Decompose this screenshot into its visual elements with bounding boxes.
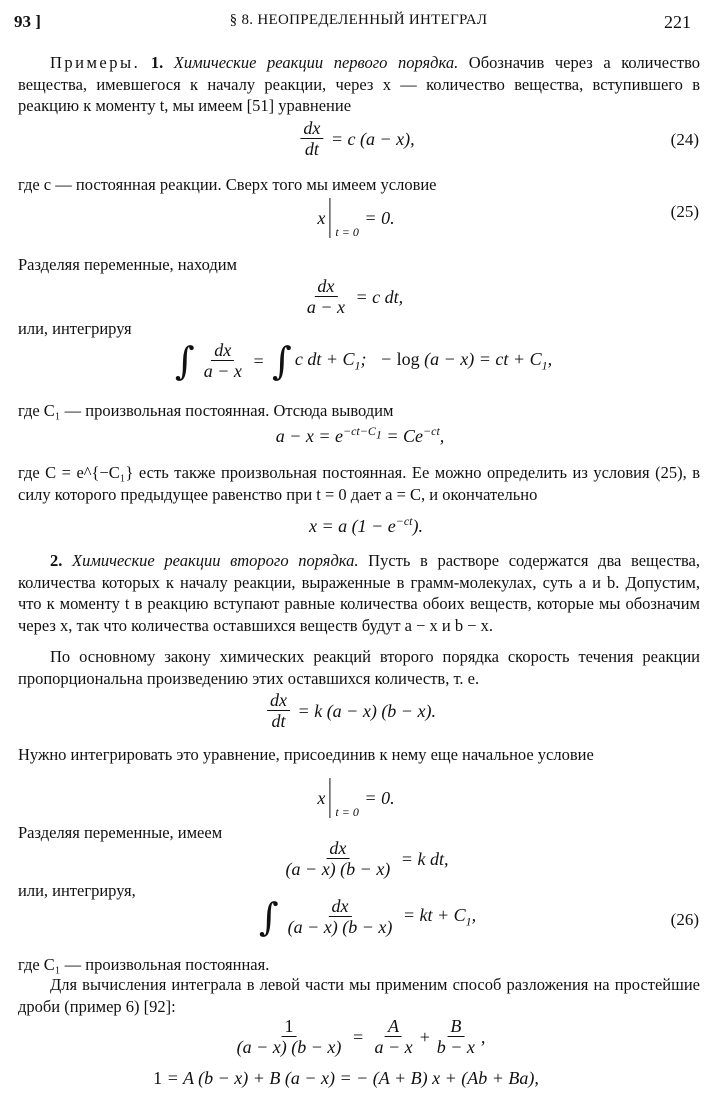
equation-25: x t = 0 = 0. (25)	[0, 198, 717, 246]
ex2-text: Пусть в растворе содержатся два вещества, количества которых к началу реакции, выраженные в грамм-молекулах, суть a и b. Допустим, что к моменту t в реакцию вступают равные количества обоих веществ, которые мы обозначим через x, так что количества оставшихся веществ будут a − x и b − x.	[18, 551, 701, 635]
ex1-number: 1.	[150, 53, 164, 72]
ex2-separating: Разделяя переменные, имеем	[18, 823, 223, 842]
section-number: 93 ]	[14, 12, 41, 31]
ex2-arbitrary: где C₁ — произвольная постоянная.	[18, 955, 270, 974]
ex2-paragraph	[18, 550, 700, 636]
ex1-arbitrary: где C₁ — произвольная постоянная. Отсюда выводим	[18, 401, 394, 420]
ex1-text: Обозначив через a количество вещества, имевшегося к началу реакции, через x — количество вещества, вступившего в реакцию к моменту t, мы имеем [51] уравнение	[18, 53, 701, 115]
ex1-paragraph	[18, 52, 700, 117]
ex1-after24: где c — постоянная реакции. Сверх того мы имеем условие	[18, 175, 437, 194]
eq-number-26: (26)	[670, 910, 699, 929]
ex2-integrating: или, интегрируя,	[18, 881, 136, 900]
ex1-conclusion: где C = e^{−C₁} есть также произвольная постоянная. Ее можно определить из условия (25), в силу которого предыдущее равенство при t = 0 дает a = C, и окончательно	[18, 463, 700, 504]
equation-second-order: $\frac{dx}{dt}$ = k (a − x) (b − x).	[0, 690, 717, 738]
equation-26: ∫ $\frac{dx}{(a - x) (b - x)}$ = kt + $C_1$, (26)	[258, 895, 699, 939]
equation-initial-2: x t = 0 = 0.	[0, 778, 717, 826]
ex1-integrating: или, интегрируя	[18, 319, 132, 338]
page-number: 221	[664, 12, 691, 32]
eq-number-24: (24)	[670, 130, 699, 149]
ex2-number: 2.	[50, 551, 63, 570]
equation-24: $\frac{dx}{dt}$ = c (a − x), (24)	[0, 118, 717, 166]
ex2-law: По основному закону химических реакций второго порядка скорость течения реакции пропорциональна произведению этих оставшихся количеств, т. е.	[18, 647, 700, 688]
equation-separated-1: $\frac{dx}{a - x}$ = c dt,	[306, 276, 404, 317]
equation-partial-fractions: $\frac{1}{(a - x) (b - x)}$ = $\frac{A}{a - x}$ + $\frac{B}{b - x}$ ,	[236, 1016, 486, 1057]
running-title: § 8. НЕОПРЕДЕЛЕННЫЙ ИНТЕГРАЛ	[229, 12, 488, 28]
ex1-after25: Разделяя переменные, находим	[18, 255, 238, 274]
examples-label: Примеры.	[50, 53, 141, 72]
ex1-title: Химические реакции первого порядка.	[173, 53, 459, 72]
ex2-need: Нужно интегрировать это уравнение, присоединив к нему еще начальное условие	[18, 745, 594, 764]
equation-integrated-1: ∫ $\frac{dx}{a - x}$ = ∫ c dt + $C_1$; − log (a − x) = ct + $C_1$,	[174, 339, 553, 383]
equation-exp: $a - x = e^{-ct-C_1} = Ce^{-ct}$,	[275, 424, 445, 446]
ex2-partial: Для вычисления интеграла в левой части мы применим способ разложения на простейшие дроби (пример 6) [92]:	[18, 975, 700, 1016]
equation-separated-2: $\frac{dx}{(a - x) (b - x)}$ = k dt,	[285, 838, 449, 879]
equation-solution-1: x = a $(1 - e^{-ct})$.	[308, 514, 424, 536]
equation-identity: 1 = A (b − x) + B (a − x) = − (A + B) x + (Ab + Ba),	[153, 1068, 539, 1088]
eq-number-25: (25)	[670, 202, 699, 221]
ex2-title: Химические реакции второго порядка.	[72, 551, 359, 570]
